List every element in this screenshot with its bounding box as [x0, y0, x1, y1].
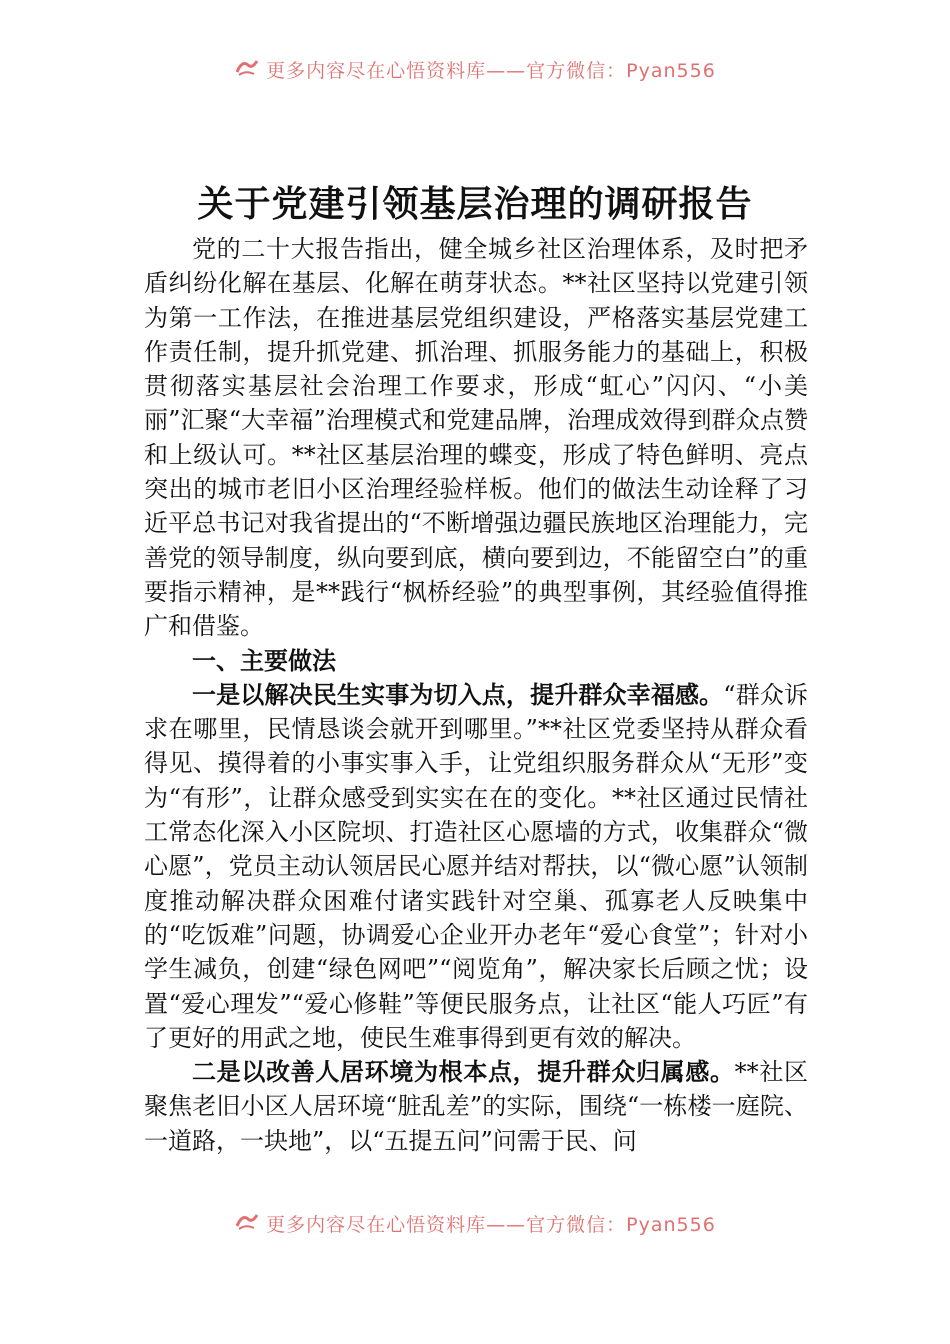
paragraph-1-text: “群众诉求在哪里，民情恳谈会就开到哪里。”**社区党委坚持从群众看得见、摸得着的小事实事入手，让党组织服务群众从“无形”变为“有形”，让群众感受到实实在在的变化。**社区通过民情社工常态化深入小区院坝、打造社区心愿墙的方式，收集群众“微心愿”，党员主动认领居民心愿并结对帮扶，以“微心愿”认领制度推动解决群众困难付诸实践针对空巢、孤寡老人反映集中的“吃饭难”问题，协调爱心企业开办老年“爱心食堂”；针对小学生减负，创建“绿色网吧”“阅览角”，解决家长后顾之忧；设置“爱心理发”“爱心修鞋”等便民服务点，让社区“能人巧匠”有了更好的用武之地，使民生难事得到更有效的解决。 [144, 680, 808, 1052]
watermark-banner-top [0, 54, 950, 84]
paragraph-2-lead: 二是以改善人居环境为根本点，提升群众归属感。 [192, 1057, 735, 1087]
paragraph-1 [144, 678, 808, 1055]
watermark-text: 更多内容尽在心悟资料库——官方微信：Pyan556 [266, 1213, 716, 1236]
section-heading: 一、主要做法 [192, 646, 336, 675]
paragraph-2 [144, 1055, 808, 1158]
document-title: 关于党建引领基层治理的调研报告 [197, 183, 753, 225]
paragraph-1-lead: 一是以解决民生实事为切入点，提升群众幸福感。 [192, 679, 724, 709]
paragraph-2-text: **社区聚焦老旧小区人居环境“脏乱差”的实际，围绕“一栋楼一庭院、一道路，一块地”，以“五提五问”问需于民、问 [144, 1058, 809, 1155]
intro-paragraph: 党的二十大报告指出，健全城乡社区治理体系，及时把矛盾纠纷化解在基层、化解在萌芽状态。**社区坚持以党建引领为第一工作法，在推进基层党组织建设，严格落实基层党建工作责任制，提升抓党建、抓治理、抓服务能力的基础上，积极贯彻落实基层社会治理工作要求，形成“虹心”闪闪、“小美丽”汇聚“大幸福”治理模式和党建品牌，治理成效得到群众点赞和上级认可。**社区基层治理的蝶变，形成了特色鲜明、亮点突出的城市老旧小区治理经验样板。他们的做法生动诠释了习近平总书记对我省提出的“不断增强边疆民族地区治理能力，完善党的领导制度，纵向要到底，横向要到边，不能留空白”的重要指示精神，是**践行“枫桥经验”的典型事例，其经验值得推广和借鉴。 [144, 235, 808, 641]
logo-icon [234, 56, 260, 83]
watermark-banner-bottom [0, 1208, 950, 1238]
watermark-text: 更多内容尽在心悟资料库——官方微信：Pyan556 [266, 59, 716, 82]
document-body [144, 232, 808, 1158]
logo-icon [234, 1210, 260, 1237]
